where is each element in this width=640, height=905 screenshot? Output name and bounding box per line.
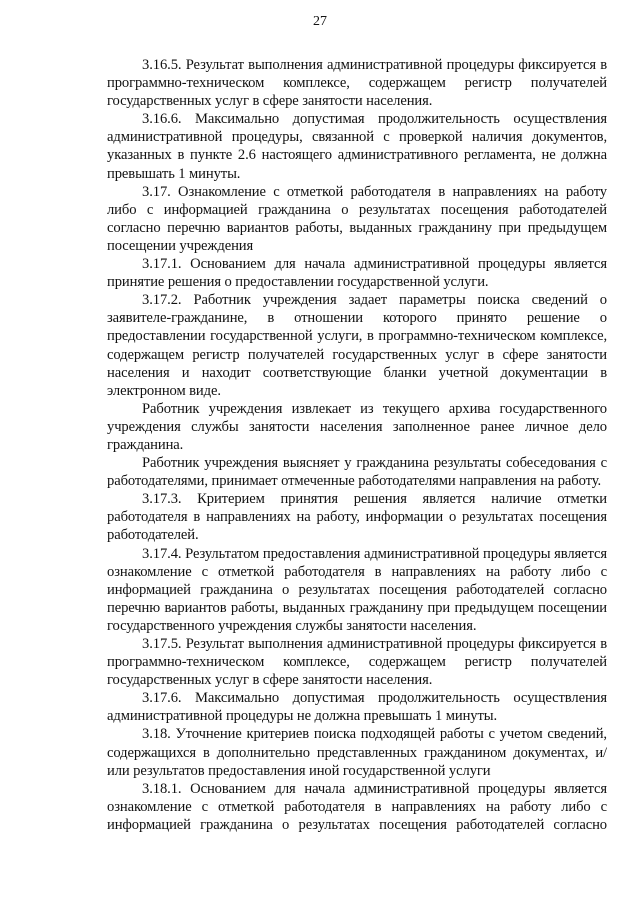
paragraph-3-17-6: 3.17.6. Максимально допустимая продолжительность осуществления административной процедуры не должна превышать 1 минуты. xyxy=(107,690,607,725)
paragraph-3-16-5: 3.16.5. Результат выполнения административной процедуры фиксируется в программно-техническом комплексе, содержащем регистр получателей государственных услуг в сфере занятости населения. xyxy=(107,57,607,110)
paragraph-3-17-1: 3.17.1. Основанием для начала административной процедуры является принятие решения о предоставлении государственной услуги. xyxy=(107,256,607,291)
paragraph-worker-clarifies: Работник учреждения выясняет у гражданина результаты собеседования с работодателями, принимает отмеченные работодателями направления на работу. xyxy=(107,455,607,490)
page-number: 27 xyxy=(313,14,327,29)
paragraph-3-18-1: 3.18.1. Основанием для начала административной процедуры является ознакомление с отметкой работодателя в направлениях на работу либо с информацией гражданина о результатах посещения работодателей согласно xyxy=(107,780,607,833)
paragraph-3-16-6: 3.16.6. Максимально допустимая продолжительность осуществления административной процедуры, связанной с проверкой наличия документов, указанных в пункте 2.6 настоящего административного регламента, не должна превышать 1 минуты. xyxy=(107,111,607,182)
paragraph-3-17-4: 3.17.4. Результатом предоставления административной процедуры является ознакомление с отметкой работодателя в направлениях на работу либо с информацией гражданина о результатах посещения работодателей согласно перечню вариантов работы, выданных гражданину при предыдущем посещении государственного учреждения службы занятости населения. xyxy=(107,545,607,634)
paragraph-worker-extracts: Работник учреждения извлекает из текущего архива государственного учреждения службы занятости населения заполненное ранее личное дело гражданина. xyxy=(107,400,607,453)
section-heading-3-18: 3.18. Уточнение критериев поиска подходящей работы с учетом сведений, содержащихся в дополнительно представленных гражданином документах, и/или результатов предоставления иной государственной услуги xyxy=(107,726,607,779)
document-body xyxy=(107,56,607,834)
paragraph-3-17-5: 3.17.5. Результат выполнения административной процедуры фиксируется в программно-техническом комплексе, содержащем регистр получателей государственных услуг в сфере занятости населения. xyxy=(107,636,607,689)
paragraph-3-17-2: 3.17.2. Работник учреждения задает параметры поиска сведений о заявителе-гражданине, в отношении которого принято решение о предоставлении государственной услуги, в программно-техническом комплексе, содержащем регистр получателей государственных услуг в сфере занятости населения и находит соответствующие бланки учетной документации в электронном виде. xyxy=(107,292,607,399)
paragraph-3-17-3: 3.17.3. Критерием принятия решения является наличие отметки работодателя в направлениях на работу, информации о результатах посещения работодателей. xyxy=(107,491,607,544)
section-heading-3-17: 3.17. Ознакомление с отметкой работодателя в направлениях на работу либо с информацией гражданина о результатах посещения работодателей согласно перечню вариантов работы, выданных гражданину при предыдущем посещении учреждения xyxy=(107,183,607,254)
